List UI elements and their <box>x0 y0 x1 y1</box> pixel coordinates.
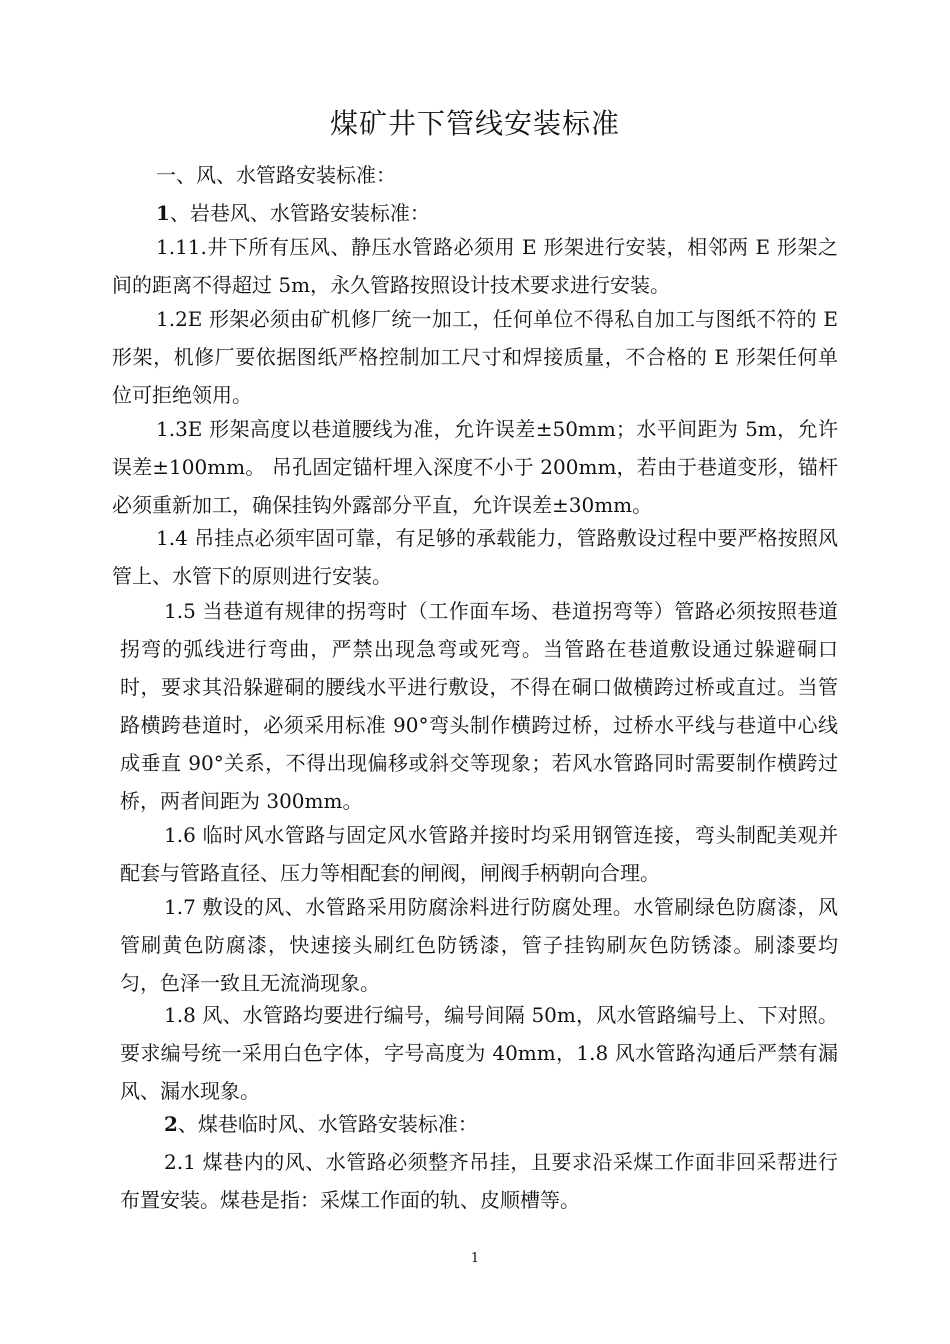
paragraph-1-2 <box>112 300 838 414</box>
section-heading-1 <box>112 156 838 194</box>
paragraph-text: 、煤巷临时风、水管路安装标准： <box>177 1112 478 1136</box>
section-number: 2 <box>164 1112 178 1136</box>
paragraph-text: 1.2E 形架必须由矿机修厂统一加工，任何单位不得私自加工与图纸不符的 E 形架，机修厂要依据图纸严格控制加工尺寸和焊接质量，不合格的 E 形架任何单位可拒绝领用。 <box>112 307 838 407</box>
paragraph-1-7 <box>120 888 838 1002</box>
paragraph-text: 、岩巷风、水管路安装标准： <box>169 201 430 225</box>
paragraph-text: 1.4 吊挂点必须牢固可靠，有足够的承载能力，管路敷设过程中要严格按照风管上、水管下的原则进行安装。 <box>112 526 838 588</box>
paragraph-text: 1.8 风、水管路均要进行编号，编号间隔 50m，风水管路编号上、下对照。要求编号统一采用白色字体，字号高度为 40mm，1.8 风水管路沟通后严禁有漏风、漏水现象。 <box>120 1003 838 1103</box>
paragraph-text: 2.1 煤巷内的风、水管路必须整齐吊挂，且要求沿采煤工作面非回采帮进行布置安装。煤巷是指：采煤工作面的轨、皮顺槽等。 <box>120 1150 838 1212</box>
paragraph-text: 1.11.井下所有压风、静压水管路必须用 E 形架进行安装，相邻两 E 形架之间的距离不得超过 5m，永久管路按照设计技术要求进行安装。 <box>112 235 838 297</box>
paragraph-1-6 <box>120 816 838 892</box>
section-number: 1 <box>156 201 170 225</box>
paragraph-text: 一、风、水管路安装标准： <box>156 163 396 187</box>
paragraph-1-8 <box>120 996 838 1110</box>
document-title: 煤矿井下管线安装标准 <box>329 107 620 140</box>
page-number: 1 <box>470 1251 480 1266</box>
paragraph-1-4 <box>112 519 838 595</box>
paragraph-text: 1.5 当巷道有规律的拐弯时（工作面车场、巷道拐弯等）管路必须按照巷道拐弯的弧线进行弯曲，严禁出现急弯或死弯。当管路在巷道敷设通过躲避硐口时，要求其沿躲避硐的腰线水平进行敷设，不得在硐口做横跨过桥或直过。当管路横跨巷道时，必须采用标准 90°弯头制作横跨过桥，过桥水平线与巷道中心线成垂直 90°关系，不得出现偏移或斜交等现象；若风水管路同时需要制作横跨过桥，两者间距为 300mm。 <box>120 599 838 813</box>
paragraph-text: 1.7 敷设的风、水管路采用防腐涂料进行防腐处理。水管刷绿色防腐漆，风管刷黄色防腐漆，快速接头刷红色防锈漆，管子挂钩刷灰色防锈漆。刷漆要均匀，色泽一致且无流淌现象。 <box>120 895 838 995</box>
paragraph-1-5 <box>120 592 838 820</box>
paragraph-1-3 <box>112 410 838 524</box>
paragraph-1-11 <box>112 228 838 304</box>
paragraph-2-1 <box>120 1143 838 1219</box>
subsection-heading-2 <box>120 1105 838 1143</box>
subsection-heading-1 <box>112 194 838 232</box>
paragraph-text: 1.6 临时风水管路与固定风水管路并接时均采用钢管连接，弯头制配美观并配套与管路直径、压力等相配套的闸阀，闸阀手柄朝向合理。 <box>120 823 838 885</box>
paragraph-text: 1.3E 形架高度以巷道腰线为准，允许误差±50mm；水平间距为 5m，允许误差±100mm。 吊孔固定锚杆埋入深度不小于 200mm，若由于巷道变形，锚杆必须重新加工，确保挂钩外露部分平直，允许误差±30mm。 <box>112 417 838 517</box>
